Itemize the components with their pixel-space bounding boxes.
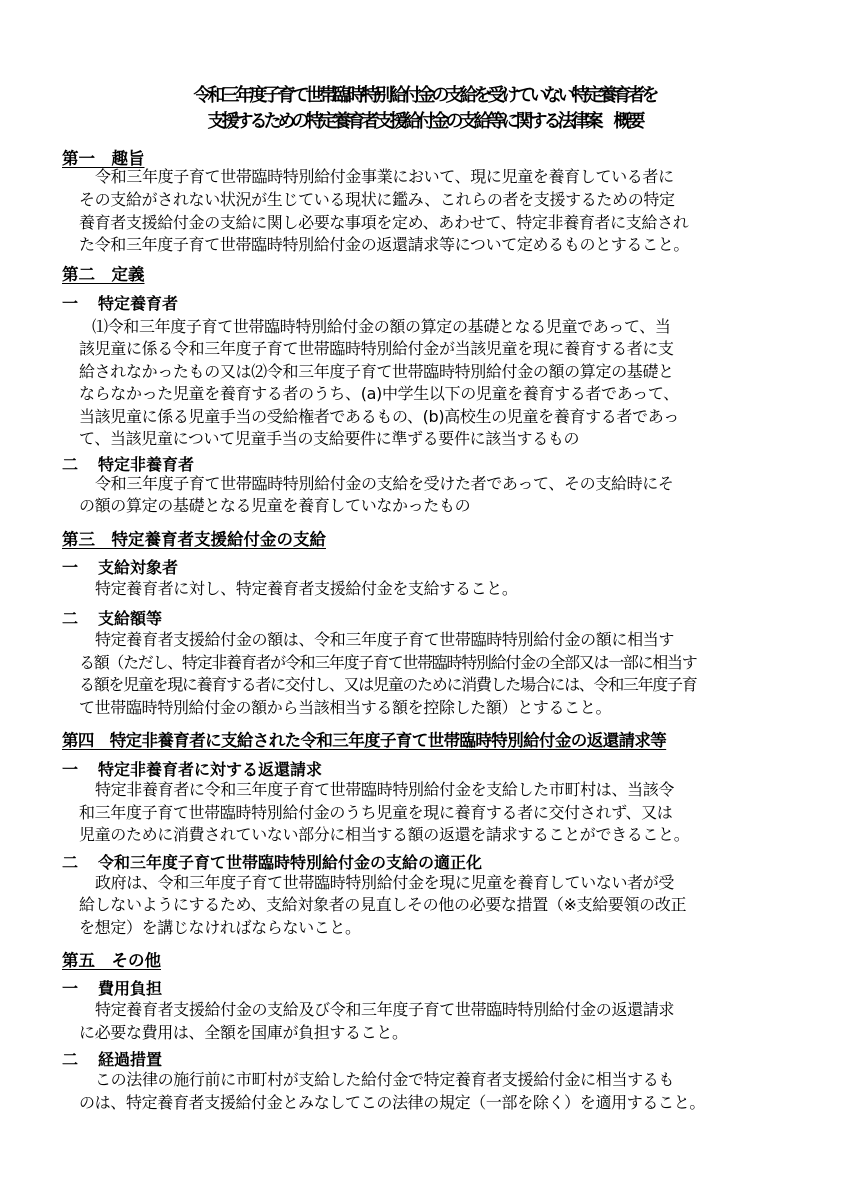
section-heading-purpose: 第一 趣旨: [62, 149, 145, 168]
paragraph-line: この法律の施行前に市町村が支給した給付金で特定養育者支援給付金に相当するも: [95, 1070, 675, 1089]
subheading-number: 二: [62, 609, 79, 628]
paragraph-line: 令和三年度子育て世帯臨時特別給付金事業において、現に児童を養育している者に: [95, 167, 674, 186]
paragraph-line: に必要な費用は、全額を国庫が負担すること。: [79, 1023, 408, 1042]
section-heading-definitions: 第二 定義: [62, 265, 145, 284]
subheading-specified-non-caregiver: [62, 455, 194, 475]
subheading-number: 一: [62, 294, 79, 313]
paragraph-line: る額（ただし、特定非養育者が令和三年度子育て世帯臨時特別給付金の全部又は一部に相当す: [79, 653, 697, 672]
subheading-label: 令和三年度子育て世帯臨時特別給付金の支給の適正化: [98, 853, 483, 872]
paragraph-line: 特定養育者支援給付金の支給及び令和三年度子育て世帯臨時特別給付金の返還請求: [95, 1000, 675, 1019]
paragraph-line: た令和三年度子育て世帯臨時特別給付金の返還請求等について定めるものとすること。: [79, 235, 690, 254]
paragraph-line: て、当該児童について児童手当の支給要件に準ずる要件に該当するもの: [79, 429, 580, 448]
subheading-cost-burden: [62, 979, 162, 999]
subheading-number: 二: [62, 1050, 79, 1069]
paragraph-line: 養育者支援給付金の支給に関し必要な事項を定め、あわせて、特定非養育者に支給され: [79, 213, 689, 232]
subheading-label: 支給対象者: [98, 558, 179, 577]
paragraph-line: 和三年度子育て世帯臨時特別給付金のうち児童を現に養育する者に交付されず、又は: [79, 803, 673, 822]
subheading-transitional-measures: [62, 1050, 162, 1070]
paragraph-line: 特定養育者支援給付金の額は、令和三年度子育て世帯臨時特別給付金の額に相当す: [95, 630, 675, 649]
subheading-label: 支給額等: [98, 609, 163, 628]
paragraph-line: 児童のために消費されていない部分に相当する額の返還を請求することができること。: [79, 825, 690, 844]
paragraph-line: その支給がされない状況が生じている現状に鑑み、これらの者を支援するための特定: [79, 190, 675, 209]
subheading-label: 特定養育者: [98, 294, 179, 313]
subheading-refund-claim: [62, 760, 322, 780]
paragraph-line: 特定非養育者に令和三年度子育て世帯臨時特別給付金を支給した市町村は、当該令: [95, 780, 675, 799]
subheading-label: 特定非養育者: [98, 455, 195, 474]
section-heading-refund-claims: 第四 特定非養育者に支給された令和三年度子育て世帯臨時特別給付金の返還請求等: [62, 731, 667, 750]
paragraph-line: 特定養育者に対し、特定養育者支援給付金を支給すること。: [95, 579, 518, 598]
subheading-eligible-persons: [62, 558, 178, 578]
paragraph-line: 給しないようにするため、支給対象者の見直しその他の必要な措置（※支給要領の改正: [79, 895, 687, 914]
section-heading-other: 第五 その他: [62, 951, 161, 970]
subheading-label: 特定非養育者に対する返還請求: [98, 760, 323, 779]
section-heading-benefit-payment: 第三 特定養育者支援給付金の支給: [62, 530, 326, 549]
subheading-number: 一: [62, 760, 79, 779]
subheading-number: 一: [62, 558, 79, 577]
subheading-label: 経過措置: [98, 1050, 163, 1069]
subheading-number: 二: [62, 853, 79, 872]
paragraph-line: 給されなかったもの又は⑵令和三年度子育て世帯臨時特別給付金の額の算定の基礎と: [79, 362, 674, 381]
subheading-number: 二: [62, 455, 79, 474]
paragraph-line: ⑴令和三年度子育て世帯臨時特別給付金の額の算定の基礎となる児童であって、当: [92, 317, 671, 336]
paragraph-line: 政府は、令和三年度子育て世帯臨時特別給付金を現に児童を養育していない者が受: [95, 873, 675, 892]
paragraph-line: 該児童に係る令和三年度子育て世帯臨時特別給付金が当該児童を現に養育する者に支: [79, 339, 674, 358]
paragraph-line: のは、特定養育者支援給付金とみなしてこの法律の規定（一部を除く）を適用すること。: [79, 1093, 706, 1112]
paragraph-line: 令和三年度子育て世帯臨時特別給付金の支給を受けた者であって、その支給時にそ: [95, 474, 674, 493]
paragraph-line: を想定）を講じなければならないこと。: [79, 918, 361, 937]
subheading-payment-rationalization: [62, 853, 482, 873]
paragraph-line: ならなかった児童を養育する者のうち、(a)中学生以下の児童を養育する者であって、: [79, 384, 679, 403]
document-title-line-2: 支援するための特定養育者支援給付金の支給等に関する法律案 概要: [207, 111, 642, 132]
paragraph-line: 当該児童に係る児童手当の受給権者であるもの、(b)高校生の児童を養育する者であっ: [79, 407, 679, 426]
paragraph-line: て世帯臨時特別給付金の額から当該相当する額を控除した額）とすること。: [79, 698, 612, 717]
subheading-label: 費用負担: [98, 979, 163, 998]
document-title-line-1: 令和三年度子育て世帯臨時特別給付金の支給を受けていない特定養育者を: [193, 85, 656, 106]
paragraph-line: の額の算定の基礎となる児童を養育していなかったもの: [79, 496, 471, 515]
subheading-specified-caregiver: [62, 294, 178, 314]
paragraph-line: る額を児童を現に養育する者に交付し、又は児童のために消費した場合には、令和三年度子育: [79, 675, 697, 694]
subheading-number: 一: [62, 979, 79, 998]
subheading-payment-amount: [62, 609, 162, 629]
